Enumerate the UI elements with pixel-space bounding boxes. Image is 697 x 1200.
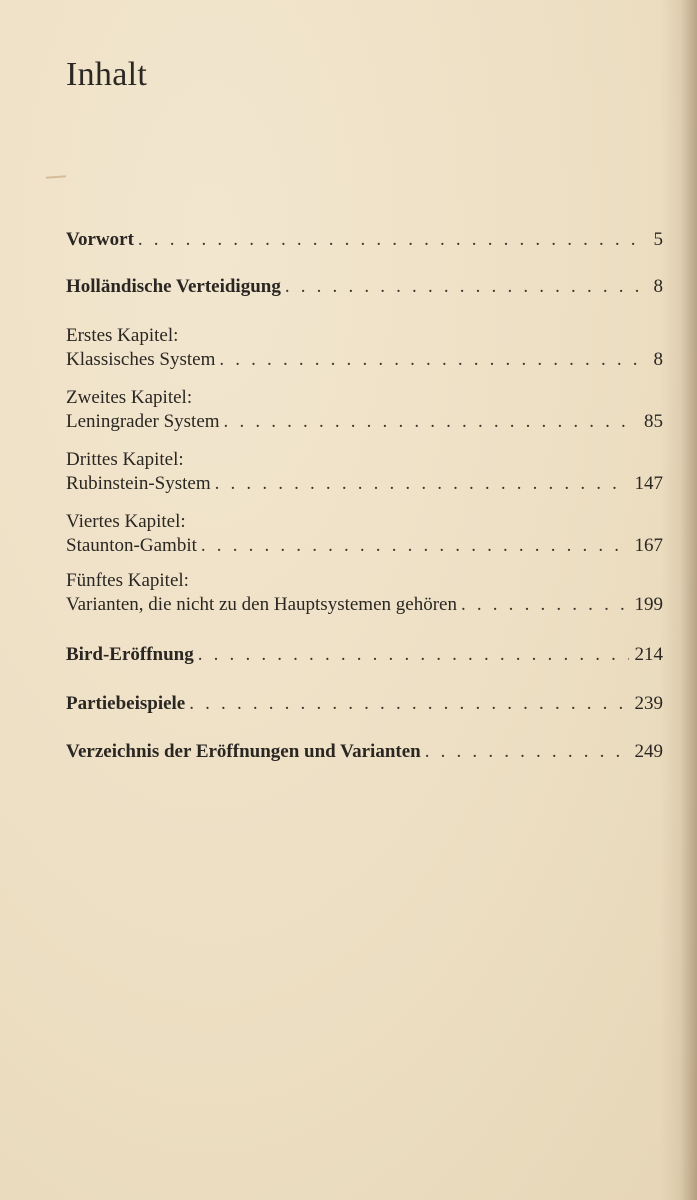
entry-title: Varianten, die nicht zu den Hauptsystemen gehören — [66, 594, 457, 615]
dot-leader — [201, 534, 629, 558]
toc-entry-varianten — [66, 569, 663, 617]
entry-title: Holländische Verteidigung — [66, 276, 281, 297]
entry-title: Staunton-Gambit — [66, 535, 197, 556]
toc-row — [66, 643, 663, 667]
dot-leader — [425, 740, 629, 764]
dot-leader — [219, 348, 645, 372]
toc-entry-klassisches-system — [66, 324, 663, 372]
toc-entry-verzeichnis — [66, 740, 663, 764]
chapter-label: Drittes Kapitel: — [66, 449, 184, 470]
page-number: 239 — [634, 693, 663, 714]
chapter-label: Erstes Kapitel: — [66, 325, 179, 346]
page-number: 214 — [634, 644, 663, 665]
toc-entry-staunton-gambit — [66, 510, 663, 558]
dot-leader — [138, 228, 645, 252]
dot-leader — [198, 643, 629, 667]
toc-row — [66, 228, 663, 252]
toc-row — [66, 410, 663, 434]
page-number: 167 — [634, 535, 663, 556]
toc-entry-rubinstein-system — [66, 448, 663, 496]
page-number: 199 — [634, 594, 663, 615]
toc-row — [66, 472, 663, 496]
toc-entry-vorwort — [66, 228, 663, 252]
entry-title: Bird-Eröffnung — [66, 644, 194, 665]
chapter-label: Zweites Kapitel: — [66, 387, 193, 408]
entry-title: Klassisches System — [66, 349, 216, 370]
chapter-label: Fünftes Kapitel: — [66, 570, 189, 591]
dot-leader — [189, 692, 628, 716]
page-number: 249 — [634, 741, 663, 762]
page-title: Inhalt — [66, 56, 148, 93]
toc-row — [66, 740, 663, 764]
entry-title: Partiebeispiele — [66, 693, 186, 714]
dot-leader — [461, 593, 629, 617]
toc-entry-bird-eroeffnung — [66, 643, 663, 667]
entry-title: Vorwort — [66, 229, 134, 250]
toc-row — [66, 275, 663, 299]
entry-title: Rubinstein-System — [66, 473, 211, 494]
entry-title: Verzeichnis der Eröffnungen und Varianten — [66, 741, 421, 762]
chapter-label: Viertes Kapitel: — [66, 511, 186, 532]
page-number: 147 — [634, 473, 663, 494]
page-number: 8 — [653, 276, 663, 297]
toc-row — [66, 692, 663, 716]
toc-row — [66, 348, 663, 372]
toc-entry-partiebeispiele — [66, 692, 663, 716]
dot-leader — [215, 472, 629, 496]
page-number: 8 — [653, 349, 663, 370]
entry-title: Leningrader System — [66, 411, 220, 432]
toc-row — [66, 593, 663, 617]
toc-row — [66, 534, 663, 558]
dot-leader — [285, 275, 645, 299]
page-number: 5 — [653, 229, 663, 250]
toc-entry-leningrader-system — [66, 386, 663, 434]
page-number: 85 — [644, 411, 663, 432]
paper-speck — [46, 175, 66, 178]
toc-entry-hollaendische-verteidigung — [66, 275, 663, 299]
dot-leader — [224, 410, 638, 434]
